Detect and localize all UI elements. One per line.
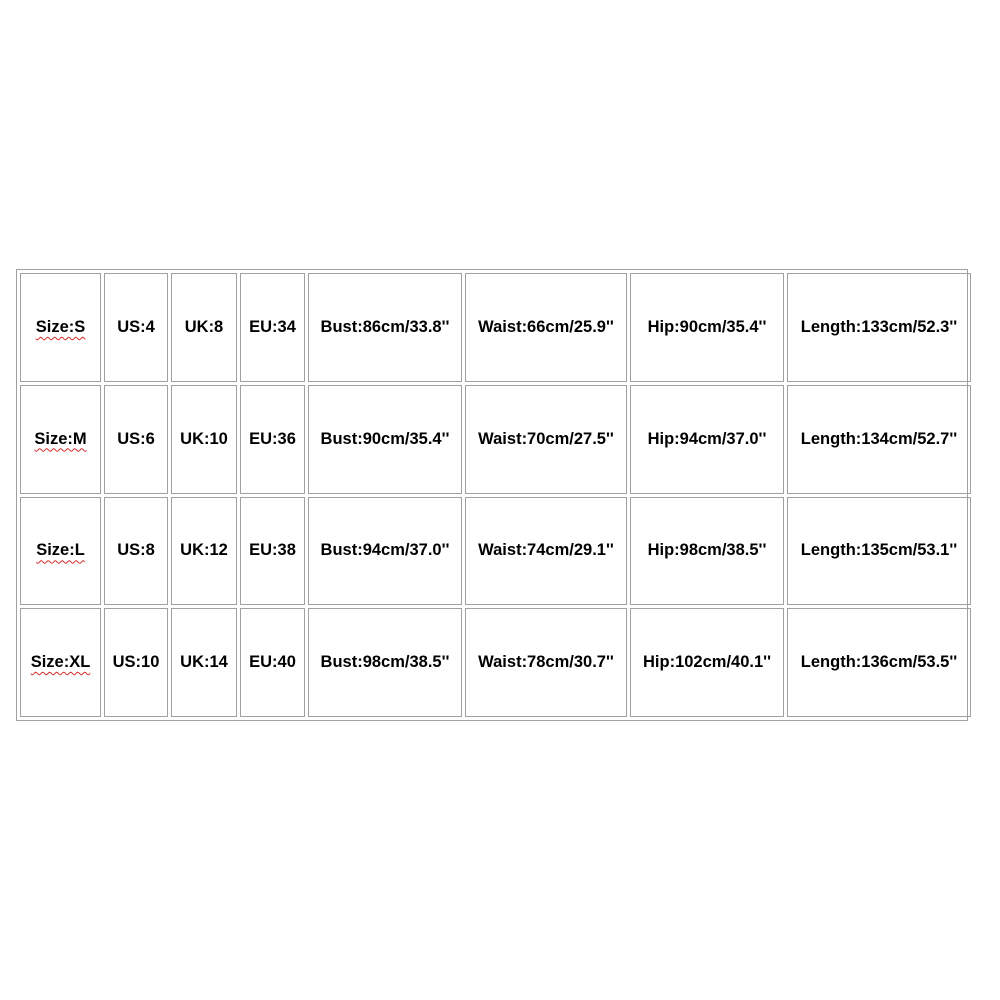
- size-cell: [20, 608, 101, 717]
- size-label: Size:S: [35, 317, 86, 336]
- waist-cell: Waist:66cm/25.9'': [465, 273, 627, 382]
- eu-size-cell: EU:38: [240, 497, 305, 606]
- hip-cell: Hip:94cm/37.0'': [630, 385, 784, 494]
- size-cell: [20, 385, 101, 494]
- bust-cell: Bust:94cm/37.0'': [308, 497, 462, 606]
- table-row: [20, 608, 971, 717]
- size-label: Size:XL: [30, 653, 91, 672]
- length-cell: Length:136cm/53.5'': [787, 608, 971, 717]
- us-size-cell: US:6: [104, 385, 168, 494]
- size-cell: [20, 497, 101, 606]
- uk-size-cell: UK:10: [171, 385, 237, 494]
- waist-cell: Waist:74cm/29.1'': [465, 497, 627, 606]
- eu-size-cell: EU:34: [240, 273, 305, 382]
- table-row: [20, 497, 971, 606]
- waist-cell: Waist:70cm/27.5'': [465, 385, 627, 494]
- uk-size-cell: UK:12: [171, 497, 237, 606]
- length-cell: Length:134cm/52.7'': [787, 385, 971, 494]
- eu-size-cell: EU:40: [240, 608, 305, 717]
- hip-cell: Hip:90cm/35.4'': [630, 273, 784, 382]
- waist-cell: Waist:78cm/30.7'': [465, 608, 627, 717]
- hip-cell: Hip:102cm/40.1'': [630, 608, 784, 717]
- length-cell: Length:135cm/53.1'': [787, 497, 971, 606]
- hip-cell: Hip:98cm/38.5'': [630, 497, 784, 606]
- bust-cell: Bust:90cm/35.4'': [308, 385, 462, 494]
- eu-size-cell: EU:36: [240, 385, 305, 494]
- size-chart-table: [17, 270, 974, 720]
- uk-size-cell: UK:14: [171, 608, 237, 717]
- us-size-cell: US:10: [104, 608, 168, 717]
- table-row: [20, 273, 971, 382]
- length-cell: Length:133cm/52.3'': [787, 273, 971, 382]
- uk-size-cell: UK:8: [171, 273, 237, 382]
- bust-cell: Bust:86cm/33.8'': [308, 273, 462, 382]
- size-cell: [20, 273, 101, 382]
- size-chart: [16, 269, 968, 721]
- us-size-cell: US:4: [104, 273, 168, 382]
- bust-cell: Bust:98cm/38.5'': [308, 608, 462, 717]
- table-row: [20, 385, 971, 494]
- size-label: Size:M: [34, 429, 87, 448]
- us-size-cell: US:8: [104, 497, 168, 606]
- size-label: Size:L: [36, 541, 85, 560]
